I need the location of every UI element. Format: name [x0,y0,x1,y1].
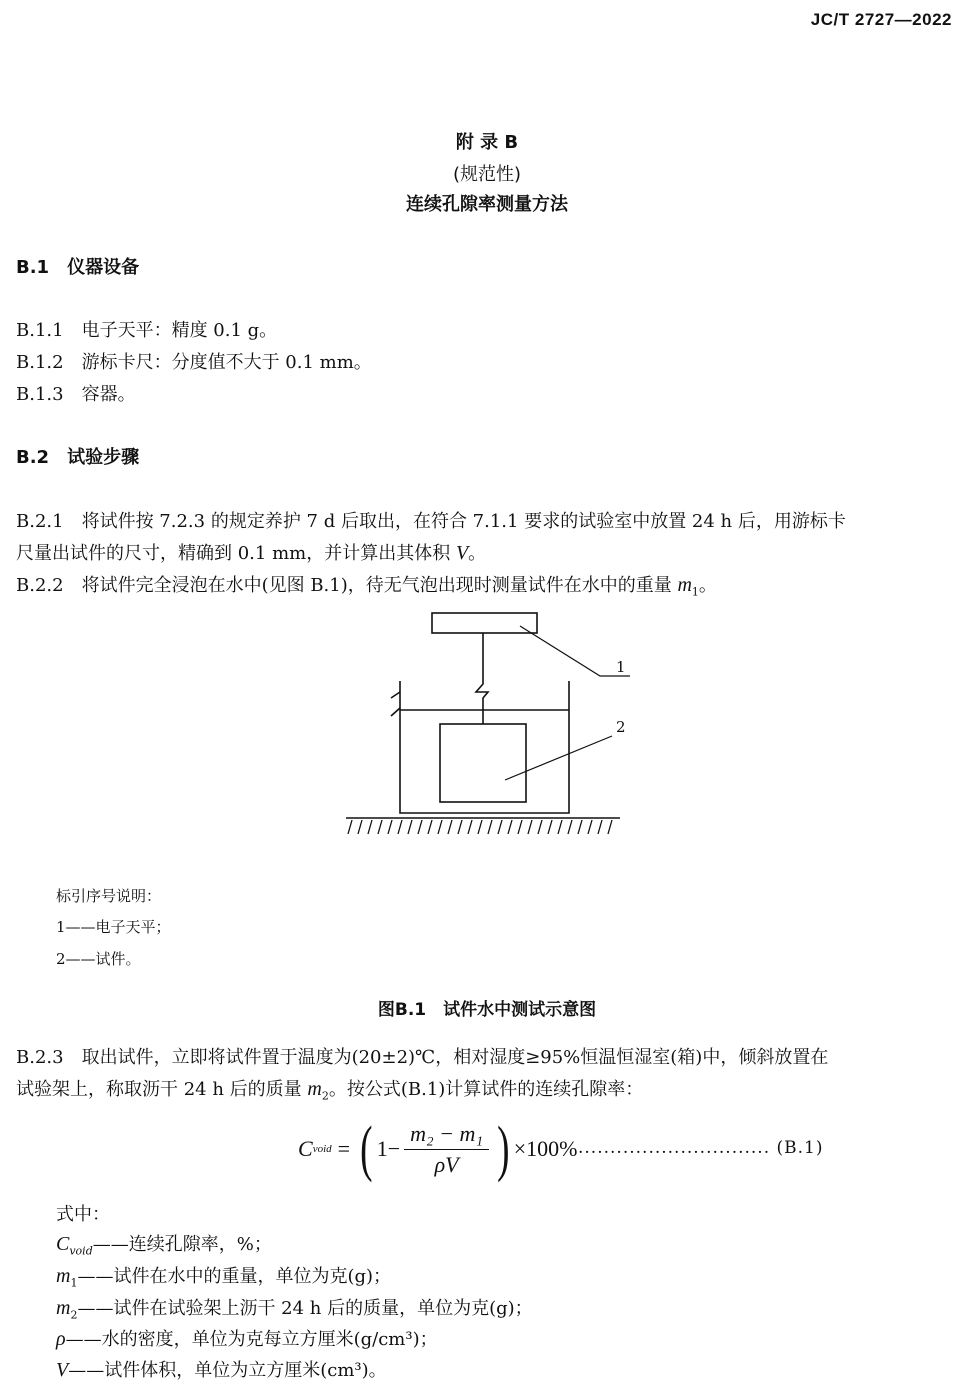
electronic-balance [432,613,537,633]
appendix-nature: (规范性) [452,164,522,185]
section-b2-heading: B.2 试验步骤 [16,447,140,468]
appendix-title: 附 录 B [455,132,519,153]
where-item-m2: $m_2——$试件在试验架上沥干 24 h 后的质量，单位为克(g)； [56,1297,533,1322]
leader-line-2 [505,736,612,780]
figure-caption: 图B.1 试件水中测试示意图 [377,1000,597,1020]
figure-b1-diagram [340,608,630,840]
where-item-m1: $m_1——$试件在水中的重量，单位为克(g)； [56,1265,392,1290]
where-item-v: V——试件体积，单位为立方厘米(cm³)。 [56,1359,387,1381]
callout-2: 2 [616,718,626,736]
para-b22: B.2.2 将试件完全浸泡在水中(见图 B.1)，待无气泡出现时测量试件在水中的重量 $m_1$。 [16,574,717,599]
appendix-name: 连续孔隙率测量方法 [406,194,568,215]
where-intro: 式中： [56,1204,110,1225]
callout-1: 1 [616,658,626,676]
item-b13: B.1.3 容器。 [16,384,136,405]
where-item-cvoid: $C_{void}——$连续孔隙率，%； [56,1233,272,1258]
para-b23-line2: 试验架上，称取沥干 24 h 后的质量 $m_2$。按公式(B.1)计算试件的连续孔隙率： [16,1078,644,1103]
specimen [440,724,526,802]
container [400,681,569,813]
formula-fraction: $\frac{\text{m₂ − m₁}}{\rho V}$ [404,1121,489,1178]
item-b11: B.1.1 电子天平：精度 0.1 g。 [16,320,278,341]
para-b23-line1: B.2.3 取出试件，立即将试件置于温度为(20±2)℃，相对湿度≥95%恒温恒湿室(箱)中，倾斜放置在 [16,1047,829,1068]
para-b21-line1: B.2.1 将试件按 7.2.3 的规定养护 7 d 后取出，在符合 7.1.1 要求的试验室中放置 24 h 后，用游标卡 [16,511,846,532]
standard-number: JC/T 2727—2022 [810,10,952,29]
legend-title: 标引序号说明： [56,887,162,905]
para-b21-line2: 尺量出试件的尺寸，精确到 0.1 mm，并计算出其体积 V。 [16,542,487,564]
where-item-rho: ρ——水的密度，单位为克每立方厘米(g/cm³)； [56,1328,438,1350]
ground-hatch [348,820,612,834]
legend-item-2: 2——试件。 [56,950,141,968]
equation-number: .............................. (B.1) [578,1138,824,1158]
legend-item-1: 1——电子天平； [56,918,171,936]
section-b1-heading: B.1 仪器设备 [16,257,140,278]
item-b12: B.1.2 游标卡尺：分度值不大于 0.1 mm。 [16,352,372,373]
formula-b1: C void = ( 1− $\frac{\text{m₂ − m₁}}{\rho V}$ ) ×100% [298,1115,578,1183]
